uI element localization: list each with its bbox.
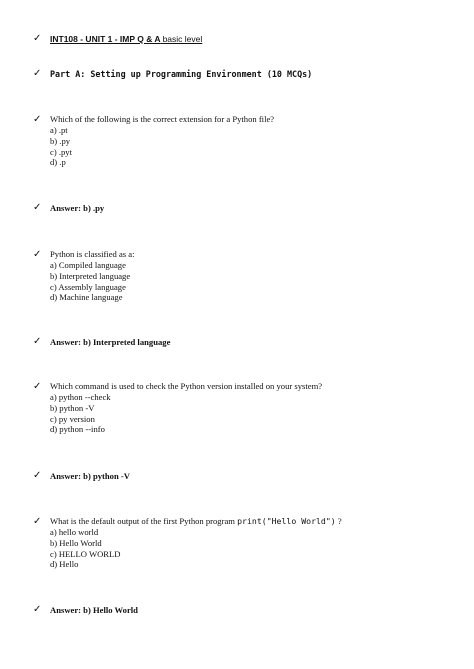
question-text: Which command is used to check the Python version installed on your system? xyxy=(50,381,323,391)
answer-text: Answer: b) python -V xyxy=(50,471,130,481)
option-item: a) hello world xyxy=(50,527,99,537)
answer-text: Answer: b) .py xyxy=(50,203,105,213)
question-text: Python is classified as a: xyxy=(50,249,135,259)
option-item: d) python --info xyxy=(50,424,105,435)
question-code: print("Hello World") xyxy=(237,516,336,526)
option-item: d) .p xyxy=(50,157,66,168)
document-title xyxy=(50,33,434,45)
check-icon: ✓ xyxy=(33,336,42,347)
question-suffix: ? xyxy=(337,516,342,526)
options-list xyxy=(50,527,434,570)
option-item: a) python --check xyxy=(50,392,111,402)
check-icon: ✓ xyxy=(33,68,42,79)
title-normal: basic level xyxy=(162,34,203,44)
question-prefix: What is the default output of the first Python program xyxy=(50,516,235,526)
option-item: a) .pt xyxy=(50,125,68,135)
title-bold: INT108 - UNIT 1 - IMP Q & A xyxy=(50,34,161,44)
option-item: c) Assembly language xyxy=(50,281,126,292)
option-item: b) Interpreted language xyxy=(50,270,131,281)
option-item: d) Machine language xyxy=(50,292,123,303)
question-text xyxy=(50,516,434,527)
option-item: c) .pyt xyxy=(50,146,72,157)
check-icon: ✓ xyxy=(33,381,42,392)
option-item: c) HELLO WORLD xyxy=(50,548,121,559)
option-item: d) Hello xyxy=(50,559,79,570)
options-list xyxy=(50,125,434,168)
option-item: c) py version xyxy=(50,413,95,424)
check-icon: ✓ xyxy=(33,604,42,615)
answer-text: Answer: b) Hello World xyxy=(50,605,138,615)
option-item: a) Compiled language xyxy=(50,260,126,270)
check-icon: ✓ xyxy=(33,33,42,44)
check-icon: ✓ xyxy=(33,114,42,125)
question-text: Which of the following is the correct extension for a Python file? xyxy=(50,114,275,124)
options-list xyxy=(50,392,434,435)
option-item: b) .py xyxy=(50,135,71,146)
answer-text: Answer: b) Interpreted language xyxy=(50,337,171,347)
check-icon: ✓ xyxy=(33,470,42,481)
part-title: Part A: Setting up Programming Environment (10 MCQs) xyxy=(50,69,313,79)
check-icon: ✓ xyxy=(33,516,42,527)
options-list xyxy=(50,260,434,303)
option-item: b) Hello World xyxy=(50,537,102,548)
option-item: b) python -V xyxy=(50,402,95,413)
check-icon: ✓ xyxy=(33,249,42,260)
check-icon: ✓ xyxy=(33,202,42,213)
